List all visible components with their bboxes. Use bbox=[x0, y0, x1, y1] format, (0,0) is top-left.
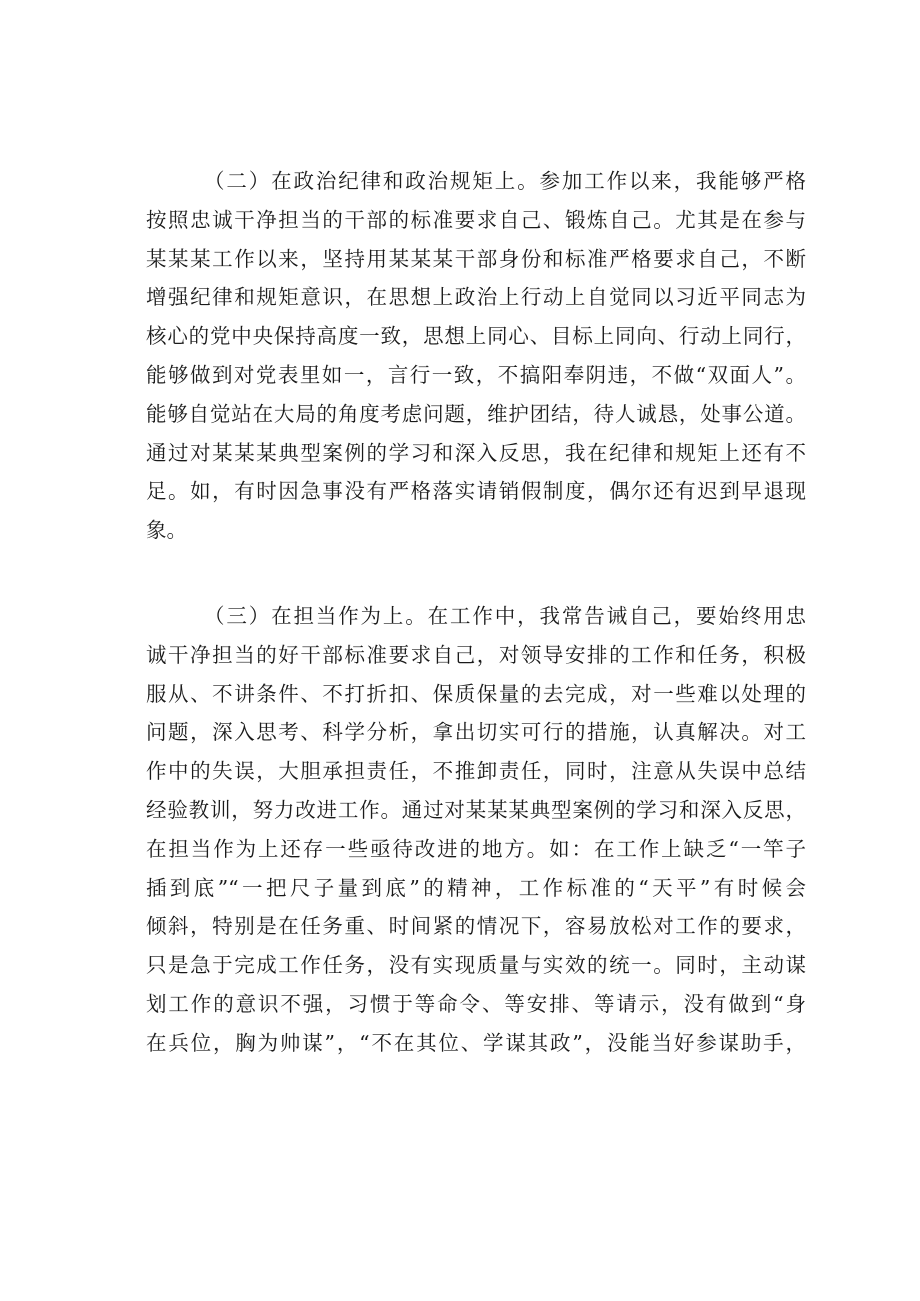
paragraph-line: 经验教训，努力改进工作。通过对某某某典型案例的学习和深入反思， bbox=[146, 797, 806, 822]
paragraph-line: 倾斜，特别是在任务重、时间紧的情况下，容易放松对工作的要求， bbox=[146, 914, 806, 939]
paragraph-line: （二）在政治纪律和政治规矩上。参加工作以来，我能够严格 bbox=[204, 169, 806, 193]
paragraph-line: 诚干净担当的好干部标准要求自己，对领导安排的工作和任务，积极 bbox=[146, 642, 806, 667]
paragraph-line: 象。 bbox=[146, 518, 187, 543]
paragraph-line: 问题，深入思考、科学分析，拿出切实可行的措施，认真解决。对工 bbox=[146, 720, 806, 745]
paragraph-line: 某某某工作以来，坚持用某某某干部身份和标准严格要求自己，不断 bbox=[146, 246, 806, 271]
paragraph-line: 按照忠诚干净担当的干部的标准要求自己、锻炼自己。尤其是在参与 bbox=[146, 207, 806, 232]
paragraph-line: 足。如，有时因急事没有严格落实请销假制度，偶尔还有迟到早退现 bbox=[146, 479, 806, 504]
paragraph-line: 划工作的意识不强，习惯于等命令、等安排、等请示，没有做到“身 bbox=[146, 991, 806, 1016]
paragraph-line: 只是急于完成工作任务，没有实现质量与实效的统一。同时，主动谋 bbox=[146, 953, 806, 978]
paragraph-line: 能够自觉站在大局的角度考虑问题，维护团结，待人诚恳，处事公道。 bbox=[146, 401, 806, 426]
paragraph-line: 作中的失误，大胆承担责任，不推卸责任，同时，注意从失误中总结 bbox=[146, 759, 806, 784]
paragraph-line: 在兵位，胸为帅谋”，“不在其位、学谋其政”，没能当好参谋助手， bbox=[146, 1030, 806, 1055]
paragraph-line: 能够做到对党表里如一，言行一致，不搞阳奉阴违，不做“双面人”。 bbox=[146, 362, 806, 387]
paragraph-line: 增强纪律和规矩意识，在思想上政治上行动上自觉同以习近平同志为 bbox=[146, 285, 806, 310]
paragraph-line: 通过对某某某典型案例的学习和深入反思，我在纪律和规矩上还有不 bbox=[146, 440, 806, 465]
paragraph-line: 在担当作为上还存一些亟待改进的地方。如：在工作上缺乏“一竿子 bbox=[146, 836, 806, 861]
paragraph-responsibility bbox=[146, 597, 806, 1063]
paragraph-political-discipline bbox=[146, 162, 806, 550]
paragraph-line: 核心的党中央保持高度一致，思想上同心、目标上同向、行动上同行， bbox=[146, 324, 806, 349]
paragraph-line: （三）在担当作为上。在工作中，我常告诫自己，要始终用忠 bbox=[204, 604, 806, 628]
paragraph-line: 服从、不讲条件、不打折扣、保质保量的去完成，对一些难以处理的 bbox=[146, 681, 806, 706]
paragraph-line: 插到底”“一把尺子量到底”的精神，工作标准的“天平”有时候会 bbox=[146, 875, 806, 900]
